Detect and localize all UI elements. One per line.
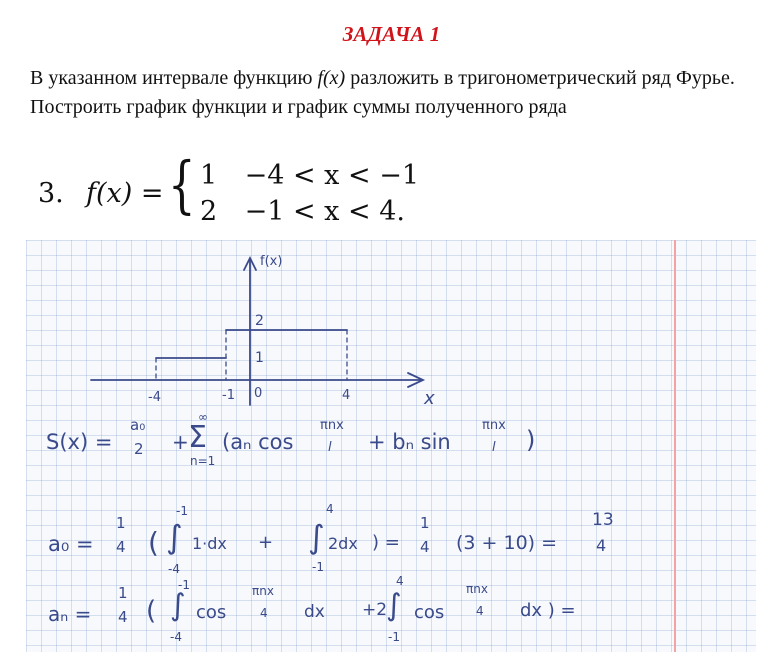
series-lhs: S(x) = (46, 430, 113, 454)
series-body-a: (aₙ cos (222, 430, 294, 454)
axis-x-label: x (424, 388, 435, 409)
tick-x-minus1: -1 (222, 388, 235, 403)
a0-frac2-den: 4 (420, 538, 430, 556)
an-trig-den: 4 (260, 606, 268, 620)
an-trig2-num: πnx (466, 582, 488, 596)
a0-int1-bottom: -4 (168, 562, 180, 576)
a0-frac-den: 4 (116, 538, 126, 556)
open-paren: ( (148, 526, 159, 559)
formula-case-2 (200, 196, 405, 227)
piecewise-formula (38, 148, 438, 234)
case-2-value: 2 (200, 196, 218, 227)
an-dx1: dx (304, 602, 325, 622)
an-int1-top: -1 (178, 578, 190, 592)
a0-plus: + (258, 532, 274, 553)
series-sum-bottom: n=1 (190, 454, 216, 468)
series-close: ) (526, 426, 536, 454)
a0-lhs: a₀ = (48, 532, 94, 556)
an-frac-num: 1 (118, 584, 128, 602)
series-a0-den: 2 (134, 440, 144, 458)
series-body-b: + bₙ sin (368, 430, 451, 454)
series-frac-num-2: πnx (482, 418, 506, 433)
an-int2-bottom: -1 (388, 630, 400, 644)
notebook-photo (26, 240, 756, 652)
an-plus2: +2 (362, 600, 388, 620)
a0-paren: (3 + 10) = (456, 532, 558, 554)
task-func: f(x) (317, 67, 346, 89)
an-cos2: cos (414, 602, 445, 623)
formula-case-1 (200, 160, 419, 191)
integral-icon-1: ∫ (166, 518, 183, 556)
a0-res-num: 13 (592, 510, 614, 530)
plus-sign: + (172, 430, 189, 454)
series-sum-top: ∞ (198, 410, 208, 424)
an-int2-top: 4 (396, 574, 404, 588)
axis-y-label: f(x) (260, 254, 283, 269)
integral-icon-4: ∫ (386, 588, 402, 623)
an-trig2-den: 4 (476, 604, 484, 618)
a0-frac2-num: 1 (420, 514, 430, 532)
task-text-post: разложить в тригонометрический ряд Фурье. Построить график функции и график суммы полученного ряда (30, 67, 735, 118)
tick-x-minus4: -4 (148, 390, 161, 405)
series-frac-den-1: l (328, 440, 332, 455)
a0-int1-body: 1·dx (192, 534, 227, 553)
an-frac-den: 4 (118, 608, 128, 626)
sigma-icon: Σ (188, 420, 207, 455)
formula-lhs: f(x) = (86, 178, 164, 209)
task-title: ЗАДАЧА 1 (342, 22, 441, 46)
tick-y-1: 1 (255, 350, 264, 366)
a0-mid: ) = (372, 532, 400, 553)
tick-x-0: 0 (254, 386, 263, 401)
task-statement (30, 64, 760, 122)
a0-res-den: 4 (596, 536, 607, 555)
an-dx2: dx ) = (520, 600, 576, 621)
case-1-value: 1 (200, 160, 218, 191)
a0-int1-top: -1 (176, 504, 188, 518)
an-trig-num: πnx (252, 584, 274, 598)
integral-icon-2: ∫ (308, 518, 325, 556)
tick-x-4: 4 (342, 388, 351, 403)
a0-int2-top: 4 (326, 502, 334, 516)
series-frac-den-2: l (492, 440, 496, 455)
an-cos1: cos (196, 602, 227, 623)
case-2-condition: −1 < x < 4. (244, 196, 405, 227)
series-frac-num-1: πnx (320, 418, 344, 433)
an-lhs: aₙ = (48, 602, 92, 626)
a0-int2-bottom: -1 (312, 560, 324, 574)
case-1-condition: −4 < x < −1 (244, 160, 419, 191)
open-paren-2: ( (146, 596, 157, 626)
left-brace: { (168, 148, 196, 221)
integral-icon-3: ∫ (170, 588, 186, 623)
formula-number: 3. (38, 178, 64, 209)
series-a0-num: a₀ (130, 416, 146, 434)
a0-frac-num: 1 (116, 514, 126, 532)
an-int1-bottom: -4 (170, 630, 182, 644)
task-text-pre: В указанном интервале функцию (30, 67, 318, 89)
a0-int2-body: 2dx (328, 534, 358, 553)
tick-y-2: 2 (255, 313, 264, 329)
